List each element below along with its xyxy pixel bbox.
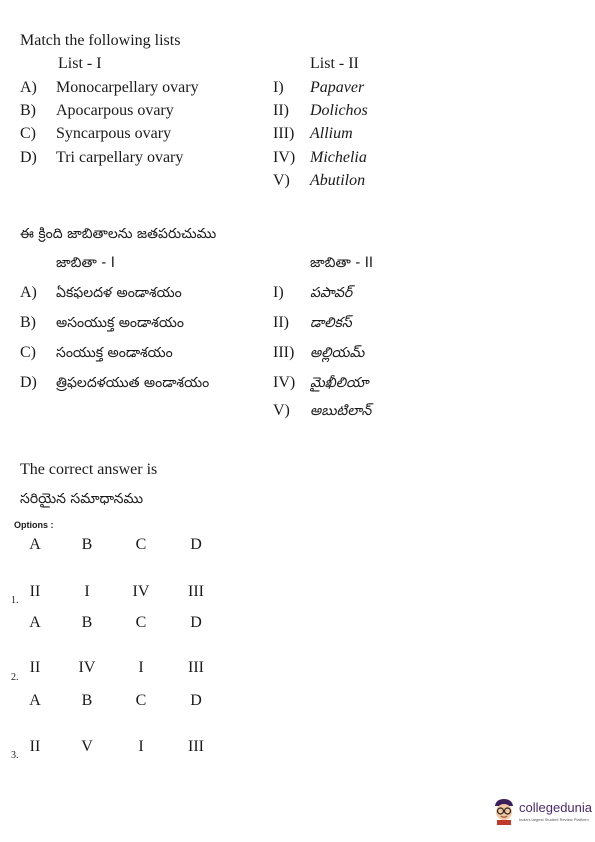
list1-key: D) xyxy=(20,149,37,166)
list2-item: అల్లియమ్ xyxy=(310,345,365,361)
option-value: II xyxy=(29,583,41,600)
list2-item: మైఖీలియా xyxy=(310,375,369,391)
list2-header-en: List - II xyxy=(310,55,359,72)
list2-header-te: జాబితా - II xyxy=(310,255,373,271)
logo-name: collegedunia xyxy=(519,800,593,815)
question-title-en: Match the following lists xyxy=(20,32,181,49)
list2-key: II) xyxy=(273,314,289,331)
option-letter: B xyxy=(81,536,93,553)
option-value: V xyxy=(81,738,93,755)
list2-key: II) xyxy=(273,102,289,119)
list2-key: I) xyxy=(273,79,284,96)
list2-item: Abutilon xyxy=(310,172,366,189)
list2-key: IV) xyxy=(273,374,296,391)
list1-item: అసంయుక్త అండాశయం xyxy=(56,315,184,331)
list1-key: A) xyxy=(20,79,37,96)
list1-header-te: జాబితా - I xyxy=(56,255,115,271)
option-letter: C xyxy=(135,692,147,709)
list1-key: C) xyxy=(20,125,36,142)
option-letter: A xyxy=(29,536,41,553)
list1-header-en: List - I xyxy=(58,55,102,72)
list2-key: III) xyxy=(273,344,295,361)
option-value: III xyxy=(188,738,204,755)
option-value: IV xyxy=(78,659,96,676)
option-value: III xyxy=(188,583,204,600)
list2-item: పపావర్ xyxy=(310,285,353,301)
list2-key: III) xyxy=(273,125,295,142)
list2-item: అబుటిలాన్ xyxy=(310,403,372,419)
option-letter: C xyxy=(135,614,147,631)
list1-item: ఏకఫలదళ అండాశయం xyxy=(56,285,182,301)
list1-key: C) xyxy=(20,344,36,361)
option-letter: D xyxy=(190,692,202,709)
option-number[interactable]: 2. xyxy=(11,672,19,683)
list1-item: సంయుక్త అండాశయం xyxy=(56,345,173,361)
list1-item: Apocarpous ovary xyxy=(56,102,174,119)
option-letter: D xyxy=(190,536,202,553)
list2-key: V) xyxy=(273,172,290,189)
option-letter: B xyxy=(81,614,93,631)
list1-item: Monocarpellary ovary xyxy=(56,79,199,96)
option-letter: A xyxy=(29,614,41,631)
option-value: II xyxy=(29,738,41,755)
list1-item: Tri carpellary ovary xyxy=(56,149,184,166)
logo-tagline: India's largest Student Review Platform xyxy=(519,817,589,822)
answer-prompt-te: సరియైన సమాధానము xyxy=(20,491,144,507)
options-label: Options : xyxy=(14,520,54,530)
option-letter: C xyxy=(135,536,147,553)
list1-key: B) xyxy=(20,314,36,331)
option-letter: B xyxy=(81,692,93,709)
option-letter: D xyxy=(190,614,202,631)
collegedunia-logo[interactable] xyxy=(492,797,592,831)
list2-item: Dolichos xyxy=(310,102,368,119)
option-value: III xyxy=(188,659,204,676)
list2-key: IV) xyxy=(273,149,296,166)
list1-key: A) xyxy=(20,284,37,301)
list2-item: Papaver xyxy=(310,79,365,96)
list2-item: Allium xyxy=(310,125,353,142)
option-letter: A xyxy=(29,692,41,709)
list1-item: Syncarpous ovary xyxy=(56,125,172,142)
option-value: I xyxy=(84,583,90,600)
option-number[interactable]: 1. xyxy=(11,595,19,606)
list2-key: I) xyxy=(273,284,284,301)
mascot-icon xyxy=(492,797,516,825)
option-value: I xyxy=(138,659,144,676)
option-value: I xyxy=(138,738,144,755)
list2-item: Michelia xyxy=(310,149,367,166)
option-value: IV xyxy=(132,583,150,600)
list2-key: V) xyxy=(273,402,290,419)
list2-item: డాలికస్ xyxy=(310,315,352,331)
list1-item: త్రిఫలదళయుత అండాశయం xyxy=(56,375,210,391)
option-value: II xyxy=(29,659,41,676)
list1-key: B) xyxy=(20,102,36,119)
option-number[interactable]: 3. xyxy=(11,750,19,761)
answer-prompt-en: The correct answer is xyxy=(20,461,158,478)
list1-key: D) xyxy=(20,374,37,391)
question-title-te: ఈ క్రింది జాబితాలను జతపరుచుము xyxy=(20,226,217,242)
